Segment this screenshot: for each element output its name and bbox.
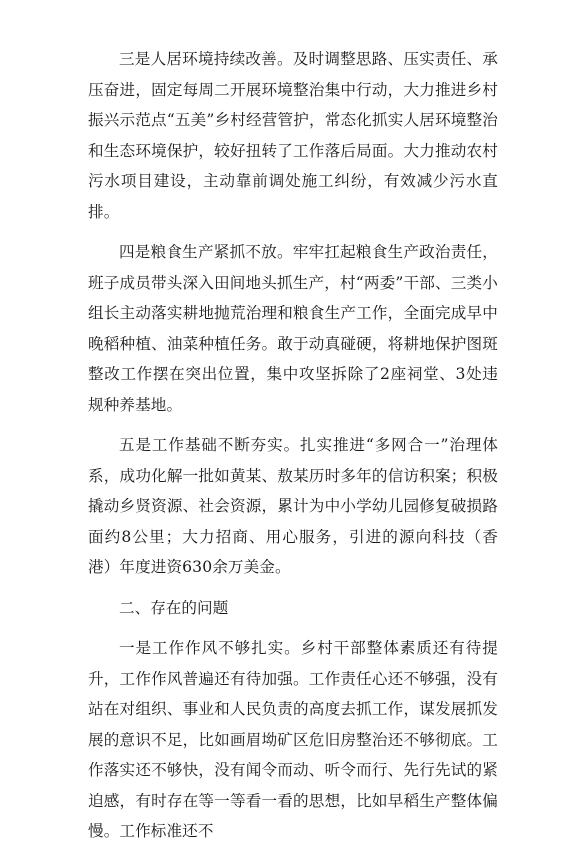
paragraph-work-foundation: 五是工作基础不断夯实。扎实推进“多网合一”治理体系，成功化解一批如黄某、敖某历时多年的信访积案；积极撬动乡贤资源、社会资源，累计为中小学幼儿园修复破损路面约8公里；大力招商、用心服务，引进的源向科技（香港）年度进资630余万美金。 (88, 436, 498, 576)
paragraph-living-environment: 三是人居环境持续改善。及时调整思路、压实责任、承压奋进，固定每周二开展环境整治集中行动，大力推进乡村振兴示范点“五美”乡村经营管护，常态化抓实人居环境整治和生态环境保护，较好扭转了工作落后局面。大力推动农村污水项目建设，主动靠前调处施工纠纷，有效减少污水直排。 (88, 50, 498, 221)
document-page (88, 44, 498, 847)
paragraph-gap (88, 420, 498, 430)
paragraph-grain-production: 四是粮食生产紧抓不放。牢牢扛起粮食生产政治责任，班子成员带头深入田间地头抓生产，村“两委”干部、三类小组长主动落实耕地抛荒治理和粮食生产工作，全面完成早中晚稻种植、油菜种植任务。敢于动真碰硬，将耕地保护图斑整改工作摆在突出位置，集中攻坚拆除了2座祠堂、3处违规种养基地。 (88, 243, 498, 414)
section-heading-problems: 二、存在的问题 (119, 598, 229, 617)
paragraph-work-style: 一是工作作风不够扎实。乡村干部整体素质还有待提升，工作作风普遍还有待加强。工作责任心还不够强，没有站在对组织、事业和人民负责的高度去抓工作，谋发展抓发展的意识不足，比如画眉坳矿区危旧房整治还不够彻底。工作落实还不够快，没有闻令而动、听令而行、先行先试的紧迫感，有时存在等一等看一看的思想，比如早稻生产整体偏慢。工作标准还不 (88, 639, 498, 840)
paragraph-gap (88, 583, 498, 593)
paragraph-gap (88, 623, 498, 633)
paragraph-gap (88, 227, 498, 237)
